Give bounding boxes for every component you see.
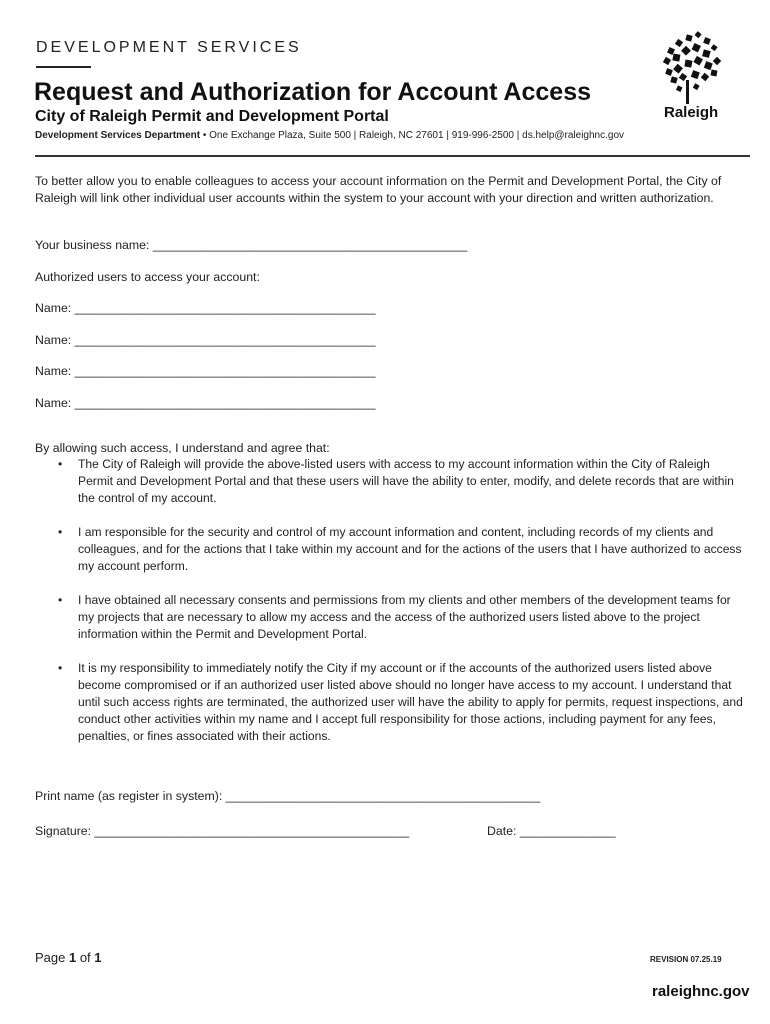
- bullet-icon: •: [58, 457, 63, 471]
- contact-details: • One Exchange Plaza, Suite 500 | Raleigh, NC 27601 | 919-996-2500 | ds.help@raleighnc.gov: [200, 130, 625, 141]
- agreement-intro: By allowing such access, I understand and agree that:: [35, 441, 330, 455]
- bullet-icon: •: [58, 661, 63, 675]
- agreement-item: [35, 660, 745, 745]
- bullet-icon: •: [58, 525, 63, 539]
- page-prefix: Page: [35, 950, 69, 965]
- kicker-underline: [36, 66, 91, 68]
- authorized-user-name-field: Name: ____________________________________________: [35, 364, 376, 378]
- revision-label: REVISION 07.25.19: [650, 955, 722, 964]
- agreement-item-text: The City of Raleigh will provide the above-listed users with access to my account information within the City of Raleigh Permit and Development Portal and that these users will have the ability to enter, modify, and delete records that are within the control of my account.: [78, 457, 734, 505]
- authorized-user-name-field: Name: ____________________________________________: [35, 333, 376, 347]
- page-total: 1: [94, 950, 102, 965]
- print-name-field: Print name (as register in system): ______________________________________________: [35, 789, 541, 803]
- contact-department: Development Services Department: [35, 130, 201, 141]
- authorized-users-label: Authorized users to access your account:: [35, 270, 260, 284]
- agreement-item: [35, 524, 745, 575]
- header-divider: [35, 155, 750, 157]
- city-logo-wordmark: Raleigh: [664, 104, 719, 121]
- bullet-icon: •: [58, 593, 63, 607]
- business-name-field: Your business name: ______________________________________________: [35, 238, 468, 252]
- agreement-item-text: It is my responsibility to immediately notify the City if my account or if the accounts of the authorized users listed above become compromised or if an authorized user listed above should no longer have access to my account. I understand that until such access rights are terminated, the authorized user will have the ability to apply for permits, request inspections, and conduct other activities within my name and I accept full responsibility for those actions, including payment for any fees, penalties, or fines associated with their actions.: [78, 661, 743, 743]
- agreement-item: [35, 456, 745, 507]
- page-number: [35, 950, 102, 965]
- agreement-list: [35, 456, 745, 745]
- page-current: 1: [68, 950, 77, 965]
- agreement-item-text: I have obtained all necessary consents and permissions from my clients and other members of the development teams for my projects that are necessary to allow my access and the access of the authorized users listed above to the project information within the Permit and Development Portal.: [78, 593, 731, 641]
- intro-paragraph: To better allow you to enable colleagues to access your account information on the Permit and Development Portal, the City of Raleigh will link other individual user accounts within the system to your account with your direction and written authorization.: [35, 174, 722, 205]
- page-subtitle: City of Raleigh Permit and Development Portal: [35, 108, 389, 125]
- date-field: Date: ______________: [487, 824, 616, 838]
- contact-line: [35, 130, 624, 141]
- agreement-item-text: I am responsible for the security and control of my account information and content, including records of my clients and colleagues, and for the actions that I take within my account and for the actions of the users that I have authorized to access my account perform.: [78, 525, 742, 573]
- authorized-user-name-field: Name: ____________________________________________: [35, 396, 376, 410]
- agreement-item: [35, 592, 745, 643]
- authorized-user-name-field: Name: ____________________________________________: [35, 301, 376, 315]
- page-mid: of: [76, 950, 95, 965]
- website-label: raleighnc.gov: [652, 983, 750, 1000]
- department-kicker: DEVELOPMENT SERVICES: [36, 39, 302, 56]
- signature-field: Signature: ______________________________________________: [35, 824, 410, 838]
- page-title: Request and Authorization for Account Access: [34, 78, 592, 106]
